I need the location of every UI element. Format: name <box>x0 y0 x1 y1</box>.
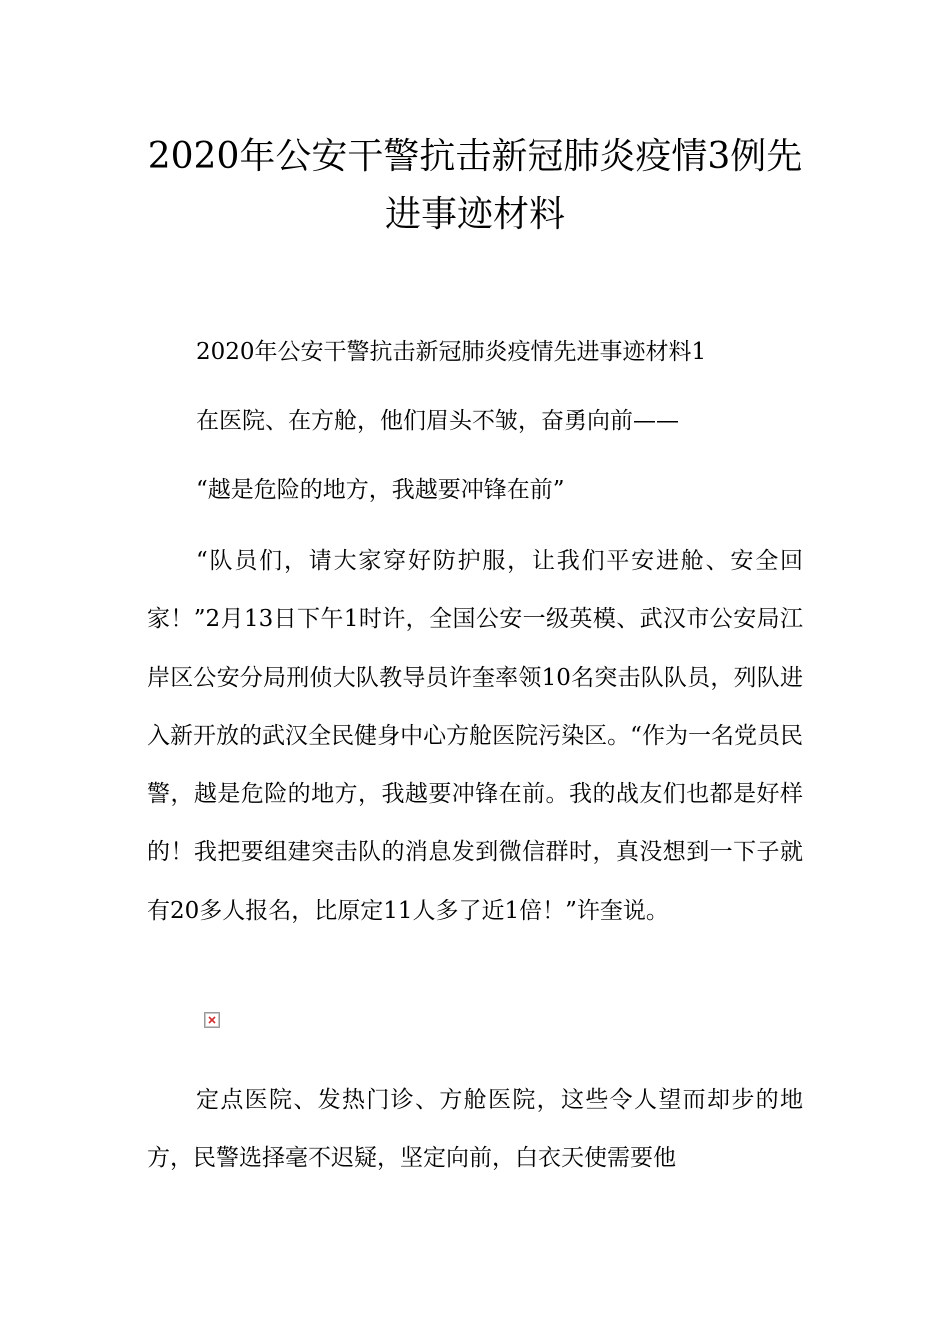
paragraph-1: “队员们，请大家穿好防护服，让我们平安进舱、安全回家！”2月13日下午1时许，全国公安一级英模、武汉市公安局江岸区公安分局刑侦大队教导员许奎率领10名突击队队员，列队进入新开放的武汉全民健身中心方舱医院污染区。“作为一名党员民警，越是危险的地方，我越要冲锋在前。我的战友们也都是好样的！我把要组建突击队的消息发到微信群时，真没想到一下子就有20多人报名，比原定11人多了近1倍！”许奎说。 <box>147 548 803 924</box>
title-line-1: 2020年公安干警抗击新冠肺炎疫情3例先 <box>147 136 803 177</box>
title-line-2: 进事迹材料 <box>384 194 565 235</box>
subtitle-1: 在医院、在方舱，他们眉头不皱，奋勇向前—— <box>196 408 679 434</box>
document-title <box>100 128 850 244</box>
broken-image-icon <box>204 1012 220 1028</box>
subtitle-2: “越是危险的地方，我越要冲锋在前” <box>196 477 565 503</box>
paragraph-2: 定点医院、发热门诊、方舱医院，这些令人望而却步的地方，民警选择毫不迟疑，坚定向前，白衣天使需要他 <box>147 1087 803 1172</box>
section-heading: 2020年公安干警抗击新冠肺炎疫情先进事迹材料1 <box>196 339 707 365</box>
